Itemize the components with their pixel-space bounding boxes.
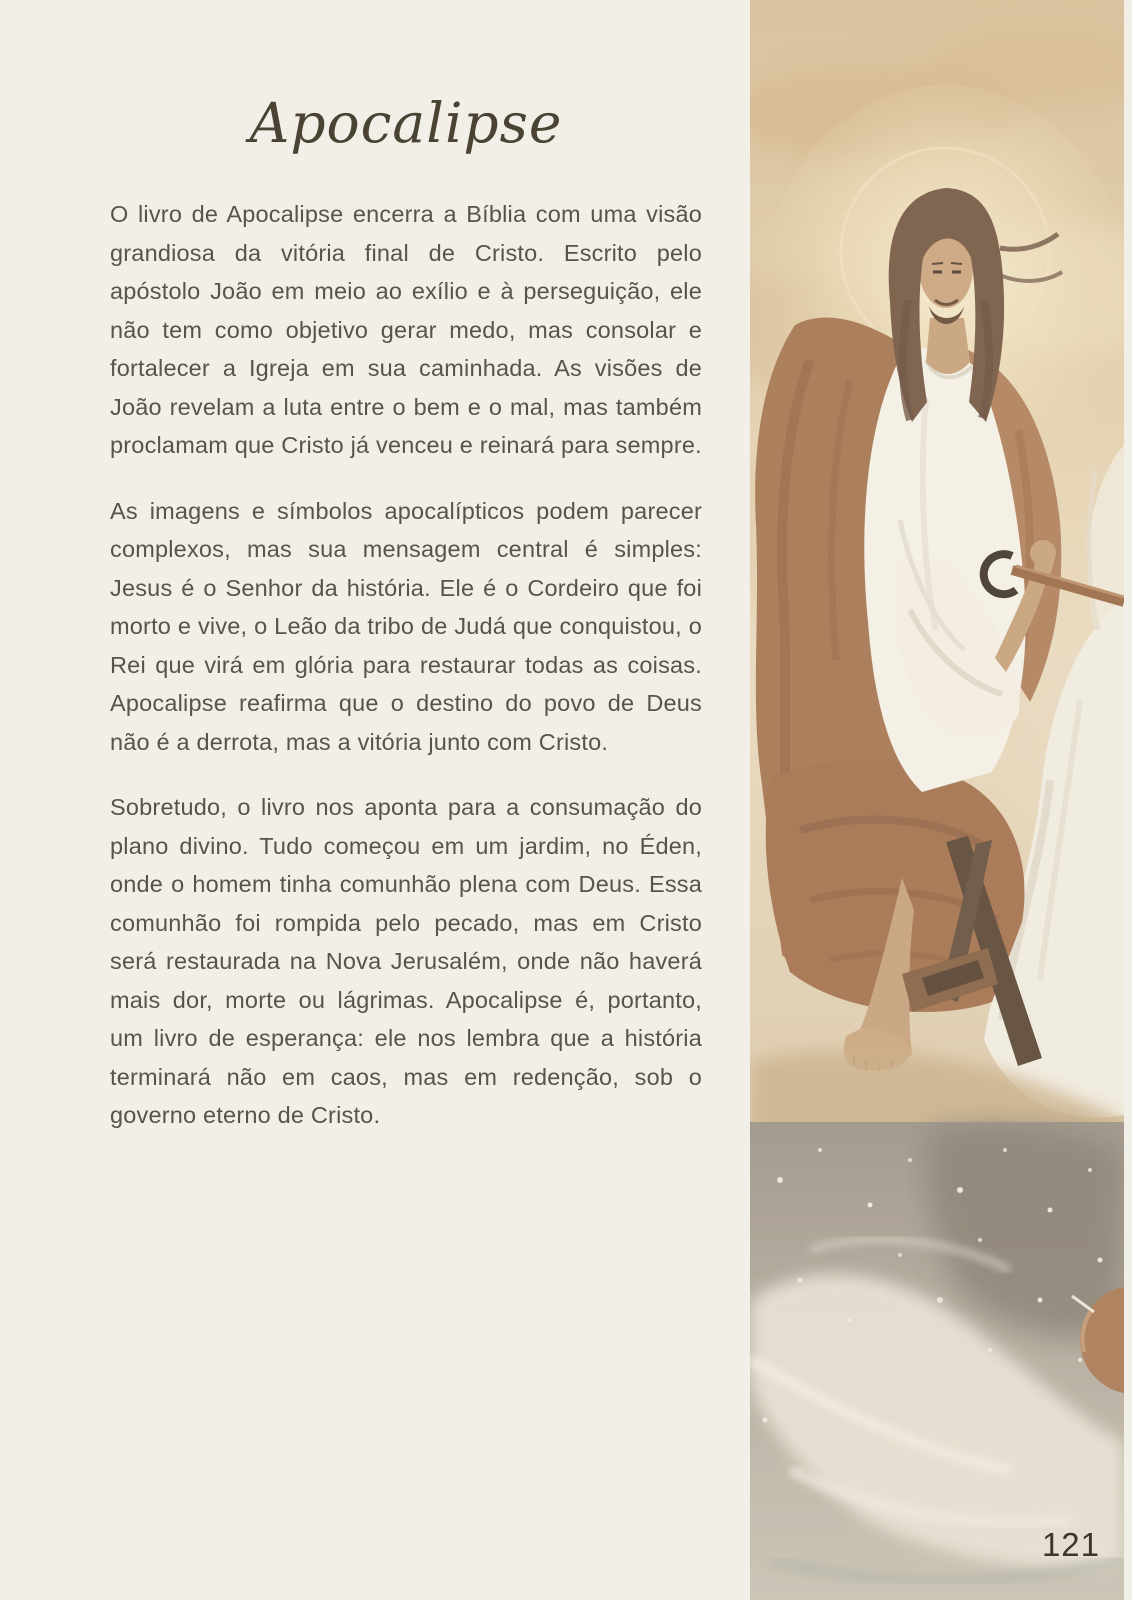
body-paragraph-3: Sobretudo, o livro nos aponta para a consumação do plano divino. Tudo começou em um jardim, no Éden, onde o homem tinha comunhão plena com Deus. Essa comunhão foi rompida pelo pecado, mas em Cristo será restaurada na Nova Jerusalém, onde não haverá mais dor, morte ou lágrimas. Apocalipse é, portanto, um livro de esperança: ele nos lembra que a história terminará não em caos, mas em redenção, sob o governo eterno de Cristo. xyxy=(110,794,702,1129)
jesus-on-horse-illustration xyxy=(750,0,1124,1600)
jesus-horse-artwork xyxy=(750,0,1124,1600)
body-paragraph-2: As imagens e símbolos apocalípticos podem parecer complexos, mas sua mensagem central é simples: Jesus é o Senhor da história. Ele é o Cordeiro que foi morto e vive, o Leão da tribo de Judá que conquistou, o Rei que virá em glória para restaurar todas as coisas. Apocalipse reafirma que o destino do povo de Deus não é a derrota, mas a vitória junto com Cristo. xyxy=(110,497,702,755)
page-title: Apocalipse xyxy=(249,91,563,155)
page-number: 121 xyxy=(1041,1526,1100,1563)
text-column xyxy=(110,0,702,1162)
haze-overlay xyxy=(750,0,1124,1600)
body-paragraph-1: O livro de Apocalipse encerra a Bíblia com uma visão grandiosa da vitória final de Cristo. Escrito pelo apóstolo João em meio ao exílio e à perseguição, ele não tem como objetivo gerar medo, mas consolar e fortalecer a Igreja em sua caminhada. As visões de João revelam a luta entre o bem e o mal, mas também proclamam que Cristo já venceu e reinará para sempre. xyxy=(110,201,702,459)
